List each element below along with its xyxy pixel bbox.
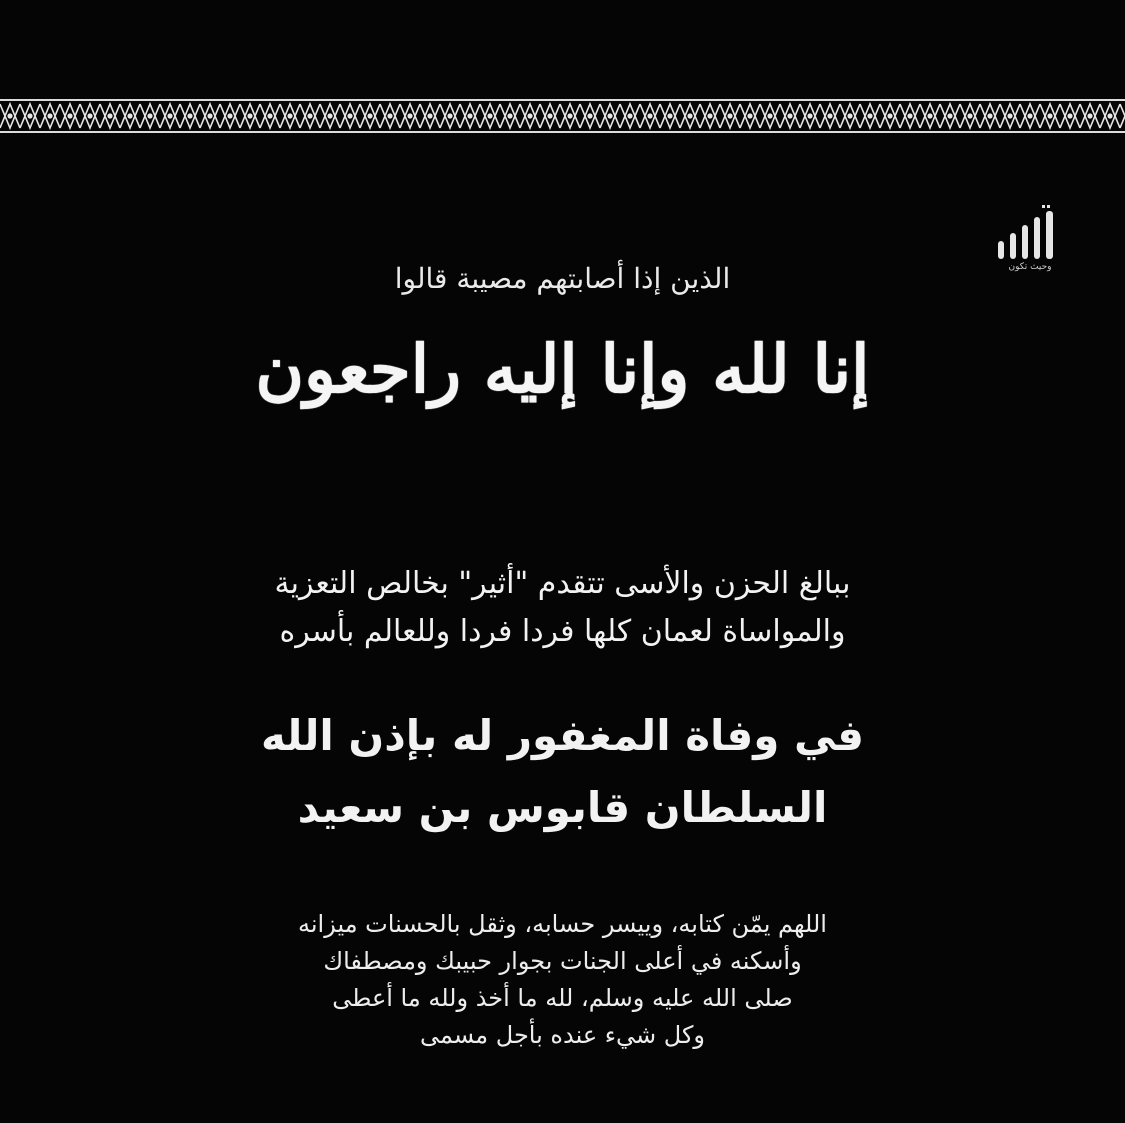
condolence-line: ببالغ الحزن والأسى تتقدم "أثير" بخالص التعزية xyxy=(274,566,851,601)
condolence-line: والمواساة لعمان كلها فردا فردا وللعالم بأسره xyxy=(279,614,846,649)
deceased-name: السلطان قابوس بن سعيد xyxy=(297,783,828,832)
deceased-heading xyxy=(0,700,1125,844)
prayer-paragraph xyxy=(0,906,1125,1054)
prayer-line: صلى الله عليه وسلم، لله ما أخذ ولله ما أعطى xyxy=(332,984,793,1012)
verse-intro: الذين إذا أصابتهم مصيبة قالوا xyxy=(394,262,731,295)
prayer-line: وكل شيء عنده بأجل مسمى xyxy=(420,1021,705,1049)
condolence-paragraph xyxy=(0,560,1125,656)
deceased-line: في وفاة المغفور له بإذن الله xyxy=(260,711,864,760)
logo-subtitle: وحيث تكون xyxy=(1008,262,1052,272)
verse-calligraphy: إنا لله وإنا إليه راجعون xyxy=(255,330,870,408)
prayer-line: وأسكنه في أعلى الجنات بجوار حبيبك ومصطفاك xyxy=(323,947,802,975)
ornamental-border xyxy=(0,96,1125,136)
prayer-line: اللهم يمّن كتابه، وييسر حسابه، وثقل بالحسنات ميزانه xyxy=(298,910,827,938)
